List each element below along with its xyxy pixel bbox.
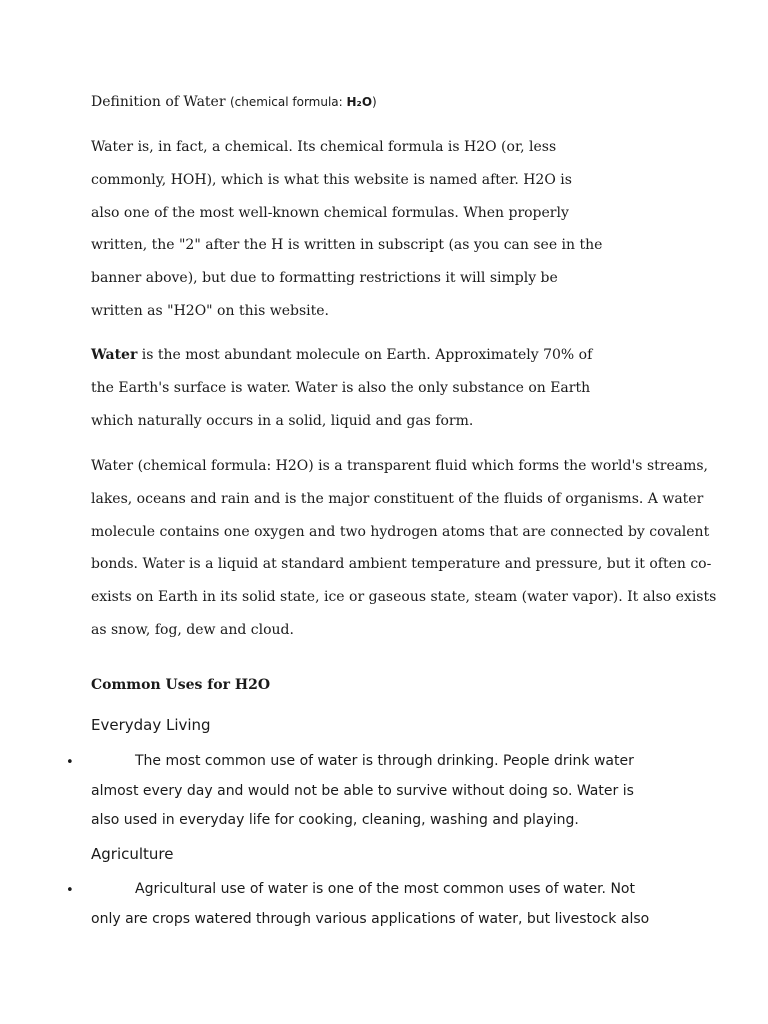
list-item-everyday	[91, 751, 634, 840]
paragraph-line: commonly, HOH), which is what this website is named after. H2O is	[91, 171, 572, 188]
list-item-agriculture	[91, 879, 649, 938]
paragraph-line: as snow, fog, dew and cloud.	[91, 621, 294, 638]
paragraph-line: molecule contains one oxygen and two hydrogen atoms that are connected by covalent	[91, 523, 710, 540]
paragraph-line: the Earth's surface is water. Water is also the only substance on Earth	[91, 379, 591, 396]
section-heading-uses: Common Uses for H2O	[91, 677, 271, 693]
paragraph-line: exists on Earth in its solid state, ice or gaseous state, steam (water vapor). It also exists	[91, 589, 717, 606]
formula-text: H₂O	[346, 95, 373, 109]
paragraph-line: bonds. Water is a liquid at standard ambient temperature and pressure, but it often co-	[91, 556, 712, 573]
list-line: Agricultural use of water is one of the most common uses of water. Not	[135, 881, 635, 897]
document-title	[91, 94, 377, 110]
title-main: Definition of Water	[91, 94, 226, 110]
paragraph-abundant-molecule	[91, 345, 592, 443]
paragraph-line: banner above), but due to formatting restrictions it will simply be	[91, 270, 558, 287]
subheading-everyday-living: Everyday Living	[91, 716, 211, 734]
bold-term: Water	[91, 347, 138, 363]
list-line: only are crops watered through various applications of water, but livestock also	[91, 910, 650, 927]
bullet-icon: •	[66, 755, 74, 770]
paragraph-line: Water is the most abundant molecule on Earth. Approximately 70% of	[91, 347, 593, 363]
list-line: also used in everyday life for cooking, cleaning, washing and playing.	[91, 812, 579, 828]
subheading-agriculture: Agriculture	[91, 845, 174, 863]
paragraph-transparent-fluid	[91, 456, 717, 653]
paragraph-line: written, the "2" after the H is written in subscript (as you can see in the	[91, 237, 603, 254]
title-subtitle: (chemical formula: H₂O)	[229, 95, 377, 109]
paragraph-water-chemical	[91, 137, 602, 334]
paragraph-line: Water (chemical formula: H2O) is a transparent fluid which forms the world's streams,	[91, 458, 708, 474]
bullet-icon: •	[66, 883, 74, 898]
paragraph-line: lakes, oceans and rain and is the major constituent of the fluids of organisms. A water	[91, 490, 704, 507]
paragraph-line: Water is, in fact, a chemical. Its chemical formula is H2O (or, less	[91, 139, 557, 155]
list-line: The most common use of water is through drinking. People drink water	[135, 753, 634, 769]
list-line: almost every day and would not be able to survive without doing so. Water is	[91, 782, 634, 799]
paragraph-line: also one of the most well-known chemical formulas. When properly	[91, 204, 569, 221]
paragraph-line: which naturally occurs in a solid, liquid and gas form.	[91, 412, 474, 429]
paragraph-line: written as "H2O" on this website.	[91, 302, 329, 319]
